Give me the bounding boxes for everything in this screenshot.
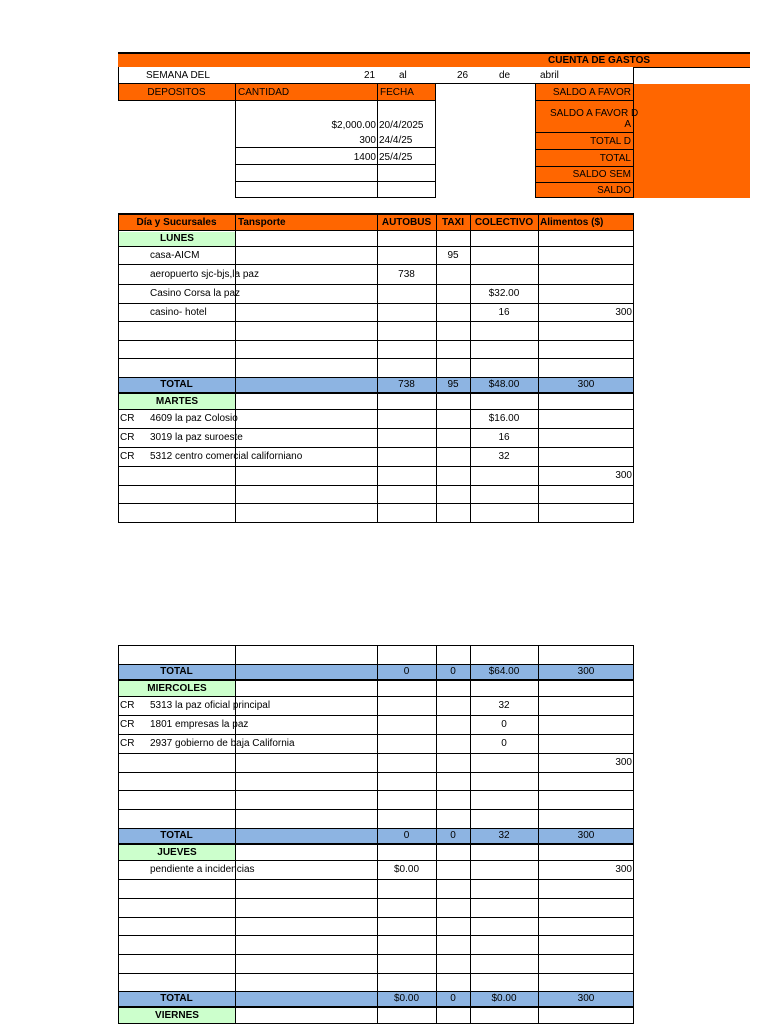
- total-label: TOTAL: [160, 993, 193, 1004]
- title-bar: [118, 52, 750, 67]
- row-desc: casa-AICM: [150, 250, 200, 261]
- row-prefix: CR: [120, 413, 135, 424]
- day-label-jueves: JUEVES: [157, 846, 197, 858]
- saldo-sem: SALDO SEM: [572, 168, 631, 180]
- row-prefix: CR: [120, 432, 135, 443]
- deposito-fecha: 20/4/2025: [379, 119, 424, 131]
- row-alimentos: 300: [615, 864, 632, 875]
- total-alimentos: 300: [577, 379, 595, 390]
- day-label-viernes: VIERNES: [155, 1009, 199, 1021]
- saldo: SALDO: [597, 184, 631, 196]
- col-autobus: AUTOBUS: [381, 216, 432, 228]
- row-desc: 1801 empresas la paz: [150, 719, 249, 730]
- col-dia: Día y Sucursales: [136, 216, 217, 228]
- total-taxi: 0: [450, 666, 456, 677]
- total-label: TOTAL: [160, 830, 193, 841]
- row-desc: 5312 centro comercial californiano: [150, 451, 303, 462]
- saldo-a-favor: SALDO A FAVOR: [552, 86, 631, 98]
- col-fecha: FECHA: [380, 86, 414, 98]
- total-colectivo: $0.00: [491, 993, 517, 1004]
- total-taxi: 0: [450, 993, 456, 1004]
- total: TOTAL: [599, 152, 631, 164]
- row-colectivo: 32: [498, 451, 510, 462]
- row-prefix: CR: [120, 738, 135, 749]
- day-label-martes: MARTES: [155, 395, 199, 407]
- semana-mes: abril: [540, 69, 559, 81]
- semana-label: SEMANA DEL: [146, 69, 210, 81]
- row-autobus: $0.00: [393, 864, 420, 875]
- total-autobus: 0: [403, 830, 410, 841]
- row-alimentos: 300: [615, 757, 632, 768]
- semana-from: 21: [364, 69, 376, 81]
- row-desc: 2937 gobierno de baja California: [150, 738, 295, 749]
- deposito-cantidad: 1400: [353, 151, 376, 163]
- row-colectivo: 32: [498, 700, 510, 711]
- total-taxi: 0: [450, 830, 456, 841]
- col-taxi: TAXI: [441, 216, 465, 228]
- day-label-lunes: LUNES: [160, 233, 194, 244]
- saldo-a-favor-d: SALDO A FAVOR D: [550, 107, 639, 119]
- total-label: TOTAL: [160, 379, 193, 390]
- total-colectivo: $48.00: [488, 379, 520, 390]
- row-colectivo: 16: [498, 432, 510, 443]
- row-desc: pendiente a incidencias: [150, 864, 255, 875]
- row-desc: aeropuerto sjc-bjs,la paz: [150, 269, 259, 280]
- col-transporte: Tansporte: [238, 216, 286, 228]
- row-prefix: CR: [120, 719, 135, 730]
- semana-to: 26: [457, 69, 469, 81]
- row-alimentos: 300: [615, 307, 632, 318]
- row-desc: 4609 la paz Colosio: [150, 413, 238, 424]
- total-autobus: 0: [403, 666, 410, 677]
- row-desc: 5313 la paz oficial principal: [150, 700, 271, 711]
- total-autobus: 738: [398, 379, 415, 390]
- row-prefix: CR: [120, 451, 135, 462]
- row-desc: 3019 la paz suroeste: [150, 432, 243, 443]
- deposito-cantidad: 300: [359, 134, 376, 146]
- deposito-fecha: 25/4/25: [379, 151, 413, 163]
- total-d: TOTAL D: [590, 135, 631, 147]
- total-alimentos: 300: [577, 993, 595, 1004]
- semana-row-right: [634, 67, 750, 84]
- row-colectivo: 0: [501, 719, 507, 730]
- row-colectivo: $32.00: [488, 288, 520, 299]
- saldo-a-favor-d2: A: [624, 119, 631, 130]
- row-colectivo: 0: [501, 738, 507, 749]
- row-desc: Casino Corsa la paz: [150, 288, 241, 299]
- sheet-title: CUENTA DE GASTOS: [548, 54, 651, 66]
- total-label: TOTAL: [160, 666, 193, 677]
- row-colectivo: $16.00: [488, 413, 520, 424]
- col-alimentos: Alimentos ($): [540, 216, 604, 228]
- col-colectivo: COLECTIVO: [474, 216, 534, 228]
- col-depositos: DEPOSITOS: [147, 86, 206, 98]
- total-alimentos: 300: [577, 666, 595, 677]
- semana-de: de: [499, 69, 511, 81]
- row-colectivo: 16: [498, 307, 510, 318]
- row-autobus: 738: [398, 269, 415, 280]
- deposito-cantidad: $2,000.00: [331, 119, 376, 131]
- total-taxi: 95: [447, 379, 459, 390]
- row-alimentos: 300: [615, 470, 632, 481]
- day-label-miercoles: MIERCOLES: [147, 682, 207, 694]
- deposito-fecha: 24/4/25: [379, 134, 413, 146]
- total-autobus: $0.00: [393, 993, 420, 1004]
- total-alimentos: 300: [577, 830, 595, 841]
- row-desc: casino- hotel: [150, 307, 207, 318]
- col-cantidad: CANTIDAD: [238, 86, 290, 98]
- row-prefix: CR: [120, 700, 135, 711]
- total-colectivo: 32: [498, 830, 510, 841]
- row-taxi: 95: [447, 250, 459, 261]
- semana-al: al: [399, 69, 407, 81]
- total-colectivo: $64.00: [488, 666, 520, 677]
